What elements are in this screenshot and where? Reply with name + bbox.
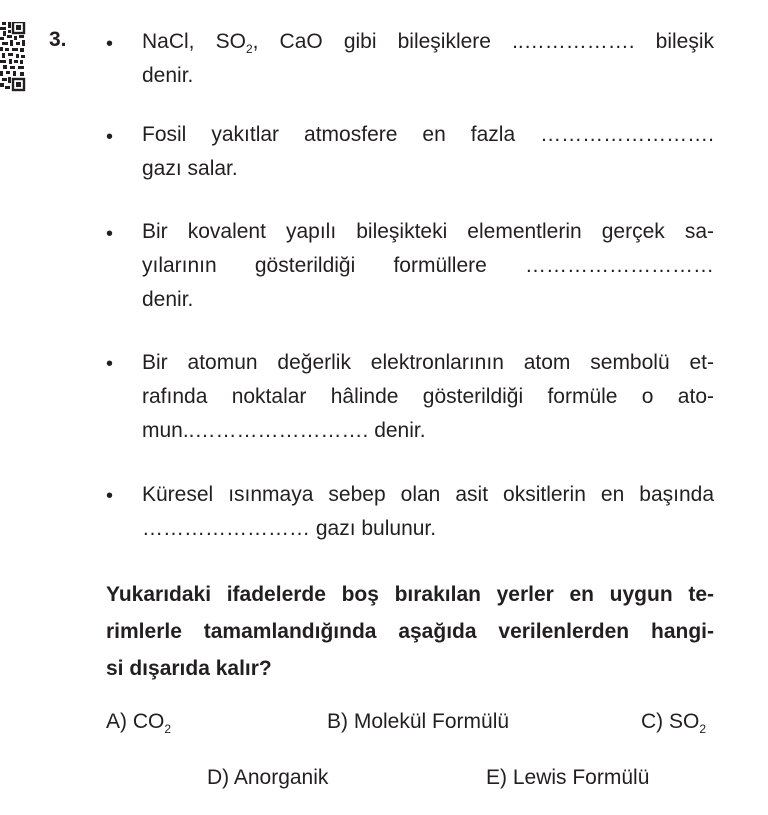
bullet-1: • (106, 33, 114, 55)
bullet-4: • (106, 353, 114, 375)
statement-3-line-3: denir. (142, 288, 194, 311)
qr-code-icon (0, 22, 26, 92)
statement-4-line-1: Bir atomun değerlik elektronlarının atom sembolü et- (142, 351, 714, 374)
statement-5-line-2: …………………… gazı bulunur. (142, 517, 437, 540)
statement-2 (142, 118, 714, 186)
statement-3-line-2: yılarının gösterildiği formüllere ……………………… (142, 254, 714, 277)
option-c[interactable]: C) $SO_2$ (641, 710, 707, 736)
statement-3-line-1: Bir kovalent yapılı bileşikteki elementlerin gerçek sa- (142, 220, 714, 243)
option-a[interactable]: A) $CO_2$ (106, 710, 172, 736)
statement-4-line-2: rafında noktalar hâlinde gösterildiği formüle o ato- (142, 385, 714, 408)
statement-2-line-1: Fosil yakıtlar atmosfere en fazla ……………………. (142, 123, 714, 146)
statement-1-line-2: denir. (142, 64, 194, 87)
statement-1 (142, 25, 714, 93)
question-line-2: rimlerle tamamlandığında aşağıda verilenlerden hangi- (106, 620, 714, 643)
question-stem (106, 576, 714, 687)
bullet-5: • (106, 485, 114, 507)
statement-3 (142, 215, 714, 317)
statement-5-line-1: Küresel ısınmaya sebep olan asit oksitlerin en başında (142, 483, 714, 506)
option-e[interactable]: E) Lewis Formülü (486, 766, 650, 789)
bullet-3: • (106, 223, 114, 245)
statement-4-line-3: mun..……………………. denir. (142, 419, 426, 442)
bullet-2: • (106, 126, 114, 148)
question-line-3: si dışarıda kalır? (106, 657, 272, 680)
question-number: 3. (49, 28, 67, 51)
statement-1-line-1: NaCl, $SO_2$, CaO gibi bileşiklere ..……………. bileşik (142, 30, 715, 56)
option-b[interactable]: B) Molekül Formülü (327, 710, 510, 733)
statement-5 (142, 478, 714, 546)
question-line-1: Yukarıdaki ifadelerde boş bırakılan yerler en uygun te- (106, 583, 714, 606)
statement-2-line-2: gazı salar. (142, 157, 238, 180)
statement-4 (142, 346, 714, 448)
option-d[interactable]: D) Anorganik (207, 766, 329, 789)
